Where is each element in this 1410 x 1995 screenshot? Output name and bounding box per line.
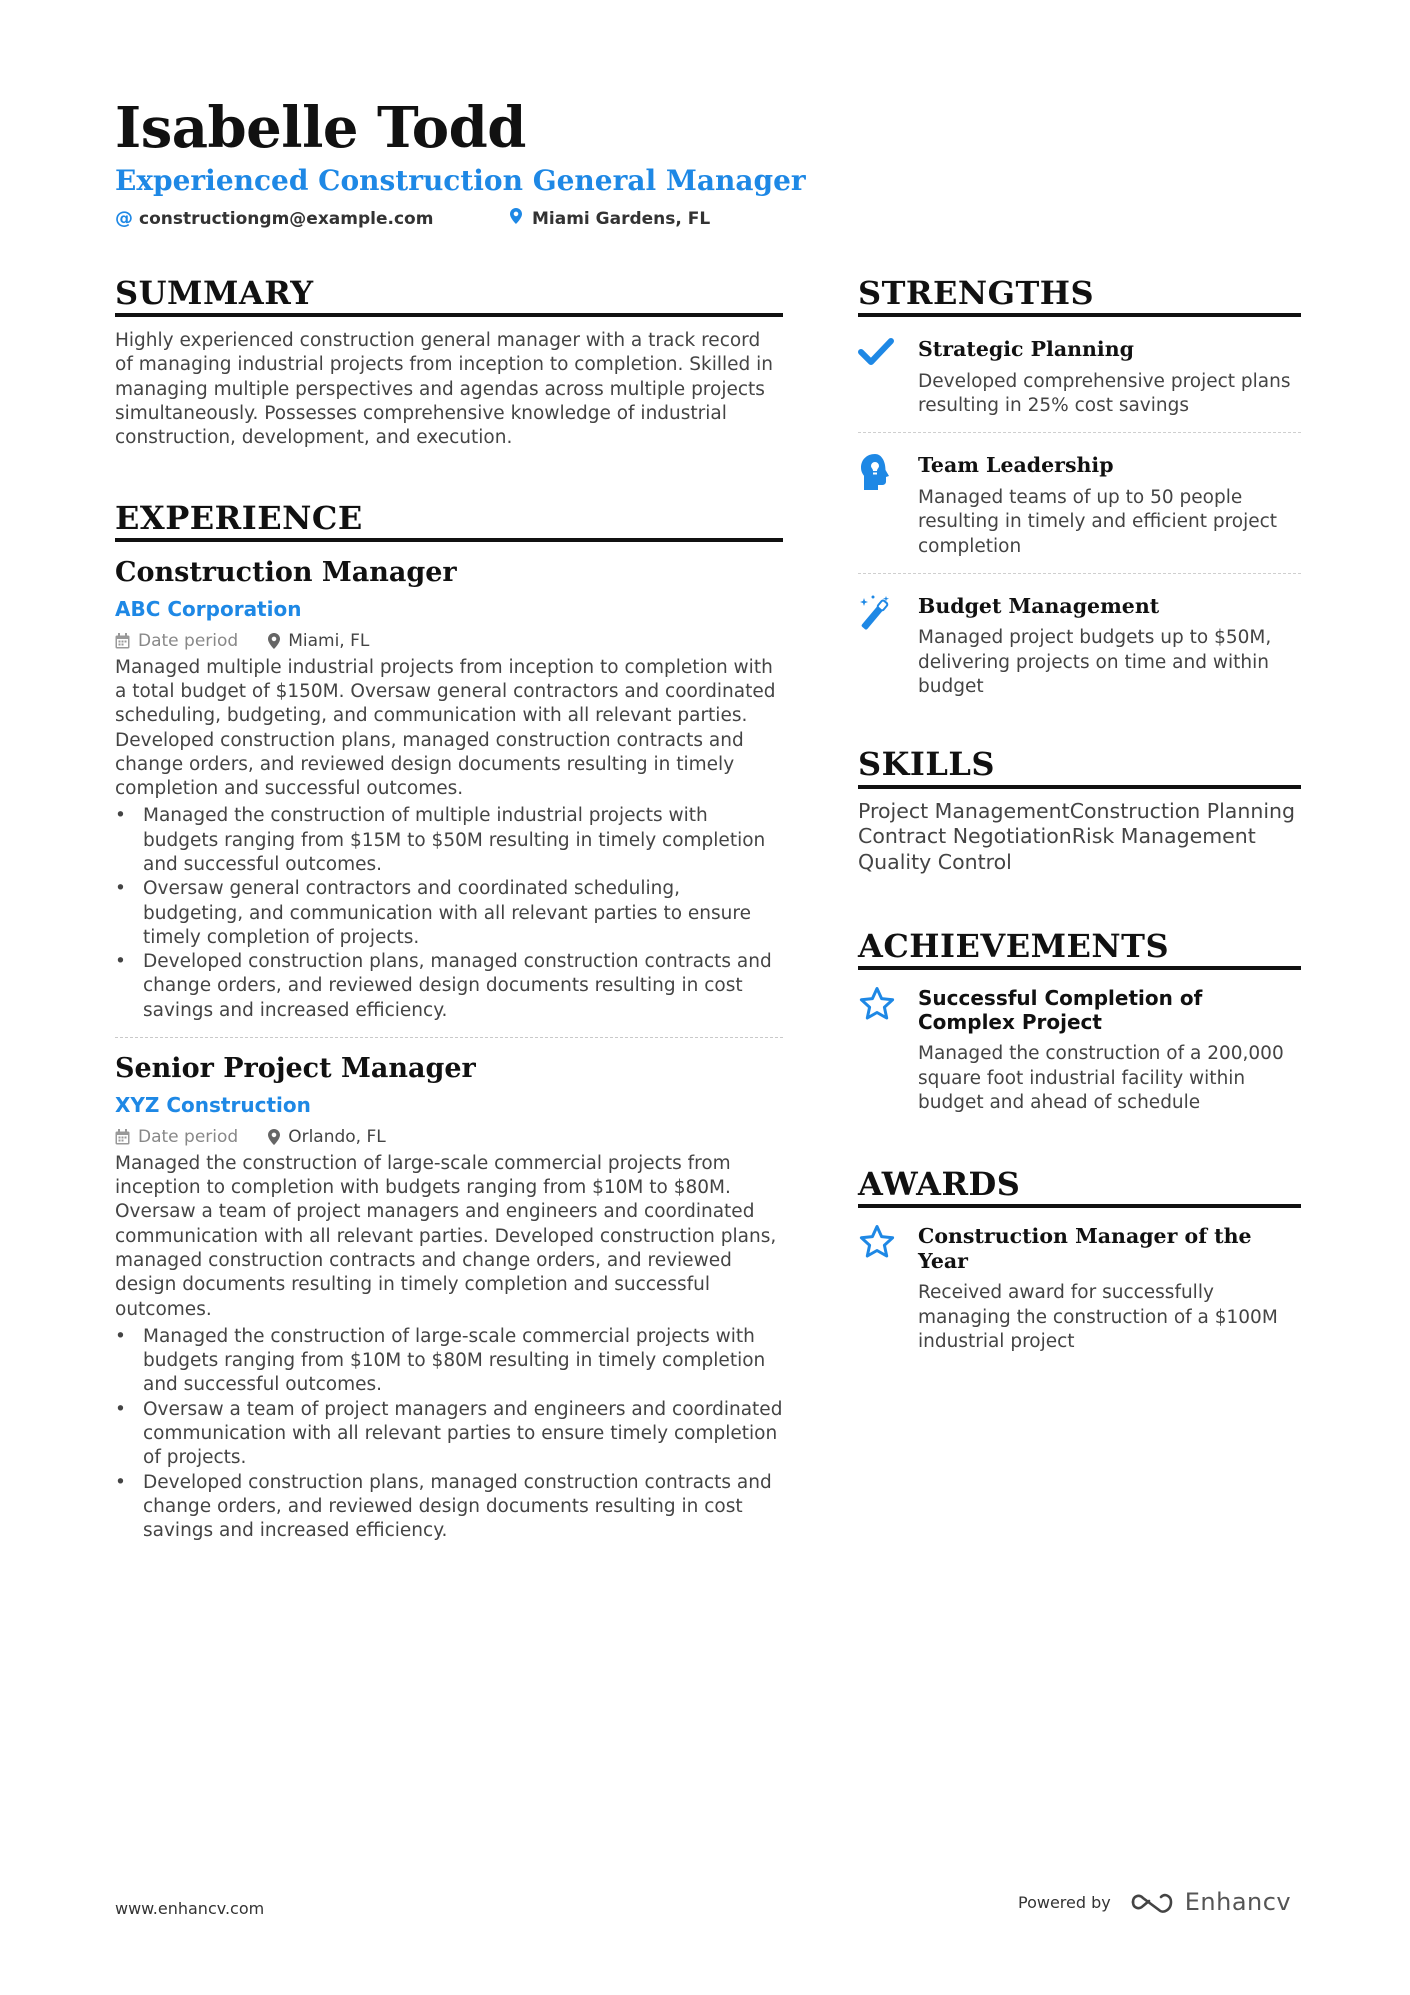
- at-icon: @: [115, 208, 133, 229]
- experience-section: [115, 498, 783, 1544]
- star-icon: [858, 1224, 900, 1354]
- job-date: Date period: [138, 630, 239, 651]
- job-meta: [115, 630, 783, 652]
- achievement-desc: Managed the construction of a 200,000 square foot industrial facility within budget and ahead of schedule: [918, 1043, 1284, 1113]
- location-pin-icon: [508, 208, 524, 229]
- job-date: Date period: [138, 1126, 239, 1147]
- list-item: • Managed the construction of multiple industrial projects with budgets ranging from $15M to $50M resulting in timely completion and successful outcomes.: [115, 804, 783, 877]
- head-icon: [858, 453, 900, 558]
- checkmark-icon: [858, 337, 900, 418]
- list-item: • Oversaw a team of project managers and engineers and coordinated communication with all relevant parties to ensure timely completion of projects.: [115, 1398, 783, 1471]
- footer-branding[interactable]: [1018, 1888, 1291, 1916]
- list-item: • Managed the construction of large-scale commercial projects with budgets ranging from $10M to $80M resulting in timely completion and successful outcomes.: [115, 1325, 783, 1398]
- awards-heading: AWARDS: [858, 1167, 1301, 1208]
- job-meta: [115, 1126, 783, 1148]
- candidate-name: Isabelle Todd: [115, 95, 526, 161]
- award-desc: Received award for successfully managing the construction of a $100M industrial project: [918, 1282, 1278, 1353]
- email-text: constructiongm@example.com: [139, 208, 434, 229]
- brand-logo: [1129, 1888, 1291, 1916]
- award-item: [858, 1208, 1301, 1368]
- skills-line: Quality Control: [858, 849, 1012, 874]
- candidate-title: Experienced Construction General Manager: [115, 164, 806, 197]
- job-location: Orlando, FL: [288, 1126, 386, 1147]
- location-pin-icon: [268, 1129, 280, 1145]
- brand-name: Enhancv: [1184, 1888, 1292, 1916]
- strength-item: [858, 433, 1301, 573]
- summary-section: [115, 276, 783, 451]
- calendar-icon: [115, 633, 130, 649]
- job-bullets: [115, 1325, 783, 1544]
- magic-wand-icon: [858, 594, 900, 699]
- contact-email[interactable]: [115, 208, 433, 229]
- location-pin-icon: [268, 633, 280, 649]
- job-title: Construction Manager: [115, 556, 457, 588]
- strength-desc: Developed comprehensive project plans resulting in 25% cost savings: [918, 370, 1291, 417]
- contact-location: [508, 208, 710, 229]
- location-text: Miami Gardens, FL: [532, 208, 711, 229]
- summary-text: Highly experienced construction general manager with a track record of managing industrial projects from inception to completion. Skilled in managing multiple perspectives and agendas across multiple projects simultaneously. Possesses comprehensive knowledge of industrial construction, development, and execution.: [115, 330, 774, 449]
- powered-by-text: Powered by: [1018, 1892, 1111, 1912]
- company-name[interactable]: XYZ Construction: [115, 1092, 311, 1117]
- job-location: Miami, FL: [288, 630, 370, 651]
- job-bullets: [115, 804, 783, 1023]
- company-name[interactable]: ABC Corporation: [115, 596, 302, 621]
- strengths-heading: STRENGTHS: [858, 276, 1301, 317]
- job-title: Senior Project Manager: [115, 1053, 476, 1085]
- enhancv-logo-icon: [1129, 1890, 1175, 1914]
- footer-website[interactable]: www.enhancv.com: [115, 1899, 265, 1918]
- star-icon: [858, 986, 900, 1115]
- skills-line: Project ManagementConstruction Planning: [858, 798, 1296, 823]
- strength-title: Strategic Planning: [918, 337, 1134, 362]
- summary-heading: SUMMARY: [115, 276, 783, 317]
- strength-desc: Managed project budgets up to $50M, delivering projects on time and within budget: [918, 627, 1272, 698]
- skills-list: [858, 799, 1301, 876]
- list-item: • Oversaw general contractors and coordinated scheduling, budgeting, and communication with all relevant parties to ensure timely completion of projects.: [115, 877, 783, 950]
- achievement-title: Successful Completion of Complex Project: [918, 986, 1203, 1035]
- experience-heading: EXPERIENCE: [115, 501, 783, 542]
- calendar-icon: [115, 1129, 130, 1145]
- achievements-section: [858, 929, 1301, 1129]
- award-title: Construction Manager of the Year: [918, 1224, 1252, 1273]
- skills-line: Contract NegotiationRisk Management: [858, 824, 1256, 849]
- list-item: • Developed construction plans, managed construction contracts and change orders, and reviewed design documents resulting in cost savings and increased efficiency.: [115, 1471, 783, 1544]
- awards-section: [858, 1167, 1301, 1368]
- strength-desc: Managed teams of up to 50 people resulting in timely and efficient project completion: [918, 486, 1278, 557]
- strength-title: Team Leadership: [918, 453, 1114, 478]
- strength-item: [858, 574, 1301, 713]
- list-item: • Developed construction plans, managed construction contracts and change orders, and reviewed design documents resulting in cost savings and increased efficiency.: [115, 950, 783, 1023]
- strength-item: [858, 317, 1301, 433]
- achievements-heading: ACHIEVEMENTS: [858, 929, 1301, 970]
- strength-title: Budget Management: [918, 593, 1160, 618]
- right-column: [858, 276, 1301, 1368]
- job-description: Managed the construction of large-scale commercial projects from inception to completion with budgets ranging from $10M to $80M. Oversaw a team of project managers and engineers and coordinated communication with all relevant parties. Developed construction plans, managed construction contracts and change orders, and reviewed design documents resulting in timely completion and successful outcomes.: [115, 1152, 777, 1320]
- job-entry: [115, 1052, 783, 1544]
- skills-heading: SKILLS: [858, 747, 1301, 788]
- skills-section: [858, 747, 1301, 875]
- job-entry: [115, 556, 783, 1038]
- achievement-item: [858, 970, 1301, 1129]
- job-description: Managed multiple industrial projects from inception to completion with a total budget of $150M. Oversaw general contractors and coordinated scheduling, budgeting, and communication with all relevant parties. Developed construction plans, managed construction contracts and change orders, and reviewed design documents resulting in timely completion and successful outcomes.: [115, 656, 776, 800]
- left-column: [115, 276, 783, 1544]
- strengths-section: [858, 276, 1301, 713]
- job-divider: [115, 1037, 783, 1038]
